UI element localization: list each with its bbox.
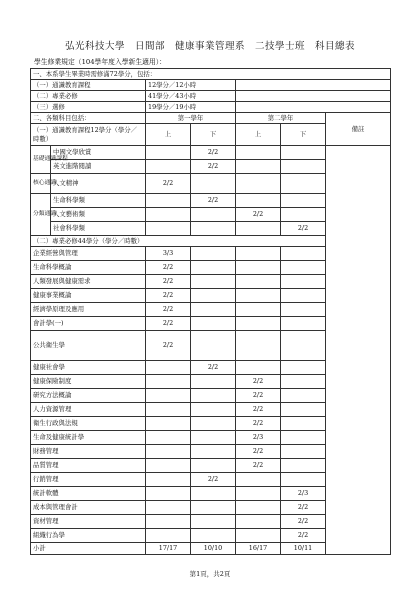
subtotal-label: 小計 <box>31 543 146 555</box>
subtotal-cell: 16/17 <box>236 543 281 555</box>
credit-cell <box>146 459 191 473</box>
credit-cell <box>236 222 281 236</box>
credit-cell <box>191 487 236 501</box>
semester-header: 下 <box>281 124 326 146</box>
course-name: 中國文學欣賞 <box>51 146 146 160</box>
semester-header: 下 <box>191 124 236 146</box>
credit-cell <box>281 275 326 289</box>
credit-cell <box>191 317 236 331</box>
credit-cell <box>146 431 191 445</box>
credit-cell: 2/2 <box>236 403 281 417</box>
credit-cell: 2/2 <box>191 160 236 174</box>
credit-cell <box>281 247 326 261</box>
credit-cell <box>281 261 326 275</box>
requirement-value: 12學分／12小時 <box>146 80 236 91</box>
course-name: 人類發展與健康需求 <box>31 275 146 289</box>
credit-cell <box>236 174 281 194</box>
credit-cell <box>191 417 236 431</box>
credit-cell <box>146 529 191 543</box>
credit-cell <box>191 445 236 459</box>
credit-cell <box>236 146 281 160</box>
table-row <box>31 146 391 160</box>
credit-cell <box>236 501 281 515</box>
course-name: 企業經營與管理 <box>31 247 146 261</box>
credit-cell <box>146 417 191 431</box>
credit-cell <box>146 208 191 222</box>
credit-cell <box>236 289 281 303</box>
credit-cell <box>191 501 236 515</box>
credit-cell: 2/2 <box>146 289 191 303</box>
subtotal-cell: 10/11 <box>281 543 326 555</box>
credit-cell <box>146 445 191 459</box>
course-table <box>30 68 391 555</box>
credit-cell: 2/2 <box>236 417 281 431</box>
requirement-label: （三）選修 <box>31 102 146 113</box>
course-name: 品質管理 <box>31 459 146 473</box>
credit-cell <box>191 431 236 445</box>
credit-cell: 2/2 <box>191 361 236 375</box>
course-name: 生命科學概論 <box>31 261 146 275</box>
requirement-value: 41學分／43小時 <box>146 91 236 102</box>
credit-cell <box>281 331 326 361</box>
credit-cell: 2/2 <box>281 222 326 236</box>
credit-cell: 2/2 <box>146 275 191 289</box>
credit-cell: 2/2 <box>191 146 236 160</box>
credit-cell <box>236 317 281 331</box>
requirement-row <box>31 91 391 102</box>
requirement-row <box>31 102 391 113</box>
subtotal-cell: 10/10 <box>191 543 236 555</box>
credit-cell <box>236 487 281 501</box>
credit-cell <box>191 275 236 289</box>
credit-cell: 2/2 <box>191 473 236 487</box>
credit-cell <box>281 303 326 317</box>
remarks-header: 備註 <box>326 113 391 146</box>
course-name: 統計軟體 <box>31 487 146 501</box>
credit-cell <box>191 303 236 317</box>
credit-cell <box>236 194 281 208</box>
credit-cell: 2/2 <box>236 208 281 222</box>
credit-cell <box>191 403 236 417</box>
course-name: 會計學(一) <box>31 317 146 331</box>
credit-cell <box>236 303 281 317</box>
section-label: 二、各類科目包括： <box>31 113 146 124</box>
category-label: 核心通識 <box>31 174 51 194</box>
course-name: 社會科學類 <box>51 222 146 236</box>
course-name: 研究方法概論 <box>31 389 146 403</box>
credit-cell <box>281 459 326 473</box>
course-name: 健康保險制度 <box>31 375 146 389</box>
credit-cell <box>236 275 281 289</box>
credit-cell: 2/2 <box>281 515 326 529</box>
credit-cell <box>281 194 326 208</box>
credit-cell <box>146 403 191 417</box>
credit-cell: 2/2 <box>236 375 281 389</box>
course-name: 組織行為學 <box>31 529 146 543</box>
credit-cell <box>236 247 281 261</box>
remarks-cell <box>326 146 391 555</box>
credit-cell <box>191 389 236 403</box>
credit-cell <box>281 146 326 160</box>
credit-cell <box>236 529 281 543</box>
course-name: 資材管理 <box>31 515 146 529</box>
course-name: 行銷管理 <box>31 473 146 487</box>
required-courses-label: （二）專業必修44學分（學分／時數） <box>31 236 326 247</box>
subtotal-cell: 17/17 <box>146 543 191 555</box>
credit-cell <box>146 515 191 529</box>
credit-cell <box>281 174 326 194</box>
credit-cell <box>191 459 236 473</box>
credit-cell <box>281 289 326 303</box>
credit-cell: 2/3 <box>281 487 326 501</box>
credit-cell <box>191 375 236 389</box>
empty-cell <box>236 91 391 102</box>
credit-cell <box>236 261 281 275</box>
credit-cell <box>281 160 326 174</box>
course-name: 人力資源管理 <box>31 403 146 417</box>
credit-cell <box>191 174 236 194</box>
page-footer: 第1頁，共2頁 <box>189 570 231 578</box>
page-title: 弘光科技大學 日間部 健康事業管理系 二技學士班 科目總表 <box>64 41 355 52</box>
credit-cell: 2/2 <box>281 529 326 543</box>
year1-header: 第一學年 <box>146 113 236 124</box>
course-name: 生命科學類 <box>51 194 146 208</box>
credit-cell <box>146 222 191 236</box>
credit-cell <box>236 361 281 375</box>
course-name: 生命及健康統計學 <box>31 431 146 445</box>
empty-cell <box>236 80 391 91</box>
category-label: 分類通識 <box>31 194 51 236</box>
course-name: 衛生行政與法規 <box>31 417 146 431</box>
credit-cell <box>191 208 236 222</box>
year2-header: 第二學年 <box>236 113 326 124</box>
credit-cell <box>146 194 191 208</box>
credit-cell <box>191 529 236 543</box>
credit-cell: 2/3 <box>236 431 281 445</box>
category-label: 基礎通識課程 <box>31 146 51 174</box>
credit-cell: 2/2 <box>146 261 191 275</box>
credit-cell <box>281 389 326 403</box>
requirement-value: 19學分／19小時 <box>146 102 236 113</box>
credit-cell <box>236 473 281 487</box>
credit-cell <box>281 361 326 375</box>
credit-cell: 2/2 <box>146 174 191 194</box>
credit-cell <box>236 331 281 361</box>
credit-cell <box>146 160 191 174</box>
credit-cell <box>191 331 236 361</box>
credit-cell <box>191 289 236 303</box>
semester-header: 上 <box>146 124 191 146</box>
course-name: 經濟學原理及應用 <box>31 303 146 317</box>
regulation-note: 學生修業規定（104學年度入學新生適用）： <box>34 58 166 66</box>
credit-cell <box>281 431 326 445</box>
credit-cell: 2/2 <box>236 389 281 403</box>
credit-cell <box>191 261 236 275</box>
credit-cell: 2/2 <box>146 303 191 317</box>
credit-cell <box>191 222 236 236</box>
credit-cell <box>281 375 326 389</box>
credit-cell: 3/3 <box>146 247 191 261</box>
course-name: 人文精神 <box>51 174 146 194</box>
course-name: 成本與管理會計 <box>31 501 146 515</box>
credit-cell <box>281 417 326 431</box>
credit-cell <box>146 389 191 403</box>
table-header-row <box>31 113 391 124</box>
course-name: 財務管理 <box>31 445 146 459</box>
credit-cell: 2/2 <box>146 331 191 361</box>
credit-cell <box>281 403 326 417</box>
credit-cell <box>236 160 281 174</box>
credit-cell <box>146 361 191 375</box>
requirement-row <box>31 80 391 91</box>
credit-cell <box>281 445 326 459</box>
general-courses-label: （一）通識教育課程12學分（學分／時數） <box>31 124 146 146</box>
course-name: 英文進階閱讀 <box>51 160 146 174</box>
course-name: 健康事業概論 <box>31 289 146 303</box>
credit-cell: 2/2 <box>236 459 281 473</box>
credit-cell <box>191 247 236 261</box>
credit-cell <box>281 317 326 331</box>
requirement-label: （一）通識教育課程 <box>31 80 146 91</box>
requirement-label: （二）專業必修 <box>31 91 146 102</box>
requirements-header: 一、本系學生畢業時需修滿72學分，包括： <box>31 69 391 80</box>
credit-cell: 2/2 <box>236 445 281 459</box>
empty-cell <box>236 102 391 113</box>
credit-cell: 2/2 <box>281 501 326 515</box>
credit-cell <box>281 473 326 487</box>
course-name: 健康社會學 <box>31 361 146 375</box>
course-name: 公共衛生學 <box>31 331 146 361</box>
credit-cell <box>191 515 236 529</box>
credit-cell <box>146 375 191 389</box>
credit-cell <box>146 501 191 515</box>
credit-cell <box>146 146 191 160</box>
credit-cell <box>281 208 326 222</box>
credit-cell <box>146 473 191 487</box>
credit-cell <box>236 515 281 529</box>
credit-cell: 2/2 <box>146 317 191 331</box>
credit-cell <box>146 487 191 501</box>
credit-cell: 2/2 <box>191 194 236 208</box>
semester-header: 上 <box>236 124 281 146</box>
course-name: 人文藝術類 <box>51 208 146 222</box>
